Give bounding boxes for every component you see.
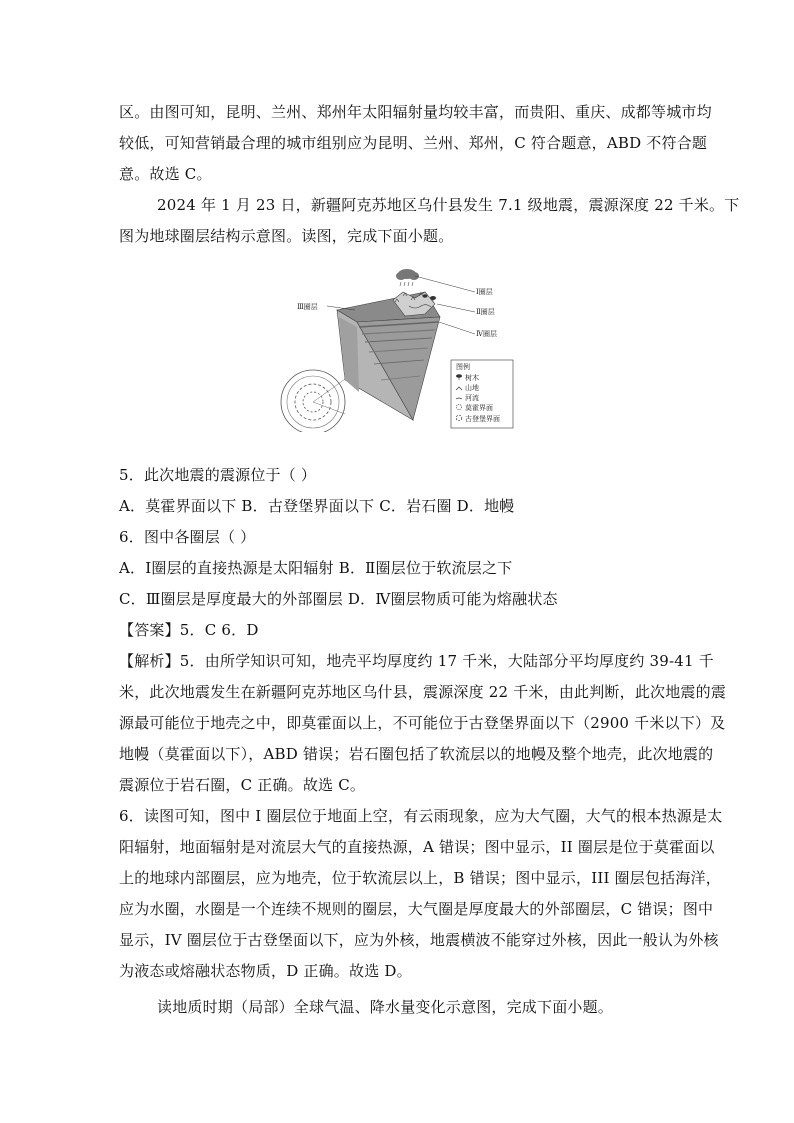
earth-sphere-structure-diagram	[275, 262, 525, 432]
answer-line: 【答案】5．C 6．D	[119, 621, 259, 639]
legend-item-gutenberg: 古登堡界面	[465, 415, 500, 423]
earth-wedge	[337, 292, 440, 420]
layer-4-label: Ⅳ圈层	[476, 330, 497, 338]
earth-globe	[281, 370, 355, 432]
legend-item-moho: 莫霍界面	[465, 404, 493, 412]
analysis-line: 6．读图可知，图中 I 圈层位于地面上空，有云雨现象，应为大气圈，大气的根本热源是太	[119, 807, 723, 825]
layer-2-label: Ⅱ圈层	[476, 308, 495, 316]
question-6-options-cd: C．Ⅲ圈层是厚度最大的外部圈层 D．Ⅳ圈层物质可能为熔融状态	[119, 590, 558, 608]
paragraph-line: 图为地球圈层结构示意图。读图，完成下面小题。	[119, 227, 454, 245]
paragraph-line: 读地质时期（局部）全球气温、降水量变化示意图，完成下面小题。	[157, 998, 614, 1016]
analysis-line: 米，此次地震发生在新疆阿克苏地区乌什县，震源深度 22 千米，由此判断，此次地震的震	[119, 683, 727, 701]
question-5: 5．此次地震的震源位于（ ）	[119, 466, 317, 484]
paragraph-line: 2024 年 1 月 23 日，新疆阿克苏地区乌什县发生 7.1 级地震，震源深度 22 千米。下	[157, 196, 740, 214]
legend-item-tree: 树木	[465, 374, 479, 382]
layer-1-label: Ⅰ圈层	[476, 288, 493, 296]
legend-item-river: 河流	[465, 394, 479, 402]
diagram-legend	[451, 360, 513, 428]
cloud-icon	[396, 269, 419, 286]
analysis-line: 应为水圈，水圈是一个连续不规则的圈层，大气圈是厚度最大的外部圈层，C 错误；图中	[119, 900, 714, 918]
analysis-line: 【解析】5．由所学知识可知，地壳平均厚度约 17 千米，大陆部分平均厚度约 39-41 千	[119, 652, 714, 670]
analysis-line: 阳辐射，地面辐射是对流层大气的直接热源，A 错误；图中显示，II 圈层是位于莫霍面以	[119, 838, 715, 856]
paragraph-line: 意。故选 C。	[119, 165, 212, 183]
analysis-line: 源最可能位于地壳之中，即莫霍面以上，不可能位于古登堡界面以下（2900 千米以下）及	[119, 714, 726, 732]
analysis-line: 震源位于岩石圈，C 正确。故选 C。	[119, 776, 366, 794]
paragraph-line: 区。由图可知，昆明、兰州、郑州年太阳辐射量均较丰富，而贵阳、重庆、成都等城市均	[119, 103, 712, 121]
question-5-options: A．莫霍界面以下 B．古登堡界面以下 C．岩石圈 D．地幔	[119, 497, 515, 515]
paragraph-line: 较低，可知营销最合理的城市组别应为昆明、兰州、郑州，C 符合题意，ABD 不符合题	[119, 134, 708, 152]
question-6: 6．图中各圈层（ ）	[119, 528, 256, 546]
analysis-line: 上的地球内部圈层，应为地壳，位于软流层以上，B 错误；图中显示，III 圈层包括海洋，	[119, 869, 721, 887]
analysis-line: 地幔（莫霍面以下），ABD 错误；岩石圈包括了软流层以的地幔及整个地壳，此次地震的	[119, 745, 714, 763]
analysis-line: 显示，IV 圈层位于古登堡面以下，应为外核，地震横波不能穿过外核，因此一般认为外核	[119, 931, 719, 949]
legend-item-mountain: 山地	[465, 384, 479, 392]
analysis-line: 为液态或熔融状态物质，D 正确。故选 D。	[119, 962, 412, 980]
layer-3-label: Ⅲ圈层	[297, 303, 318, 311]
legend-title: 图例	[456, 363, 470, 371]
question-6-options-ab: A．Ⅰ圈层的直接热源是太阳辐射 B．Ⅱ圈层位于软流层之下	[119, 559, 513, 577]
